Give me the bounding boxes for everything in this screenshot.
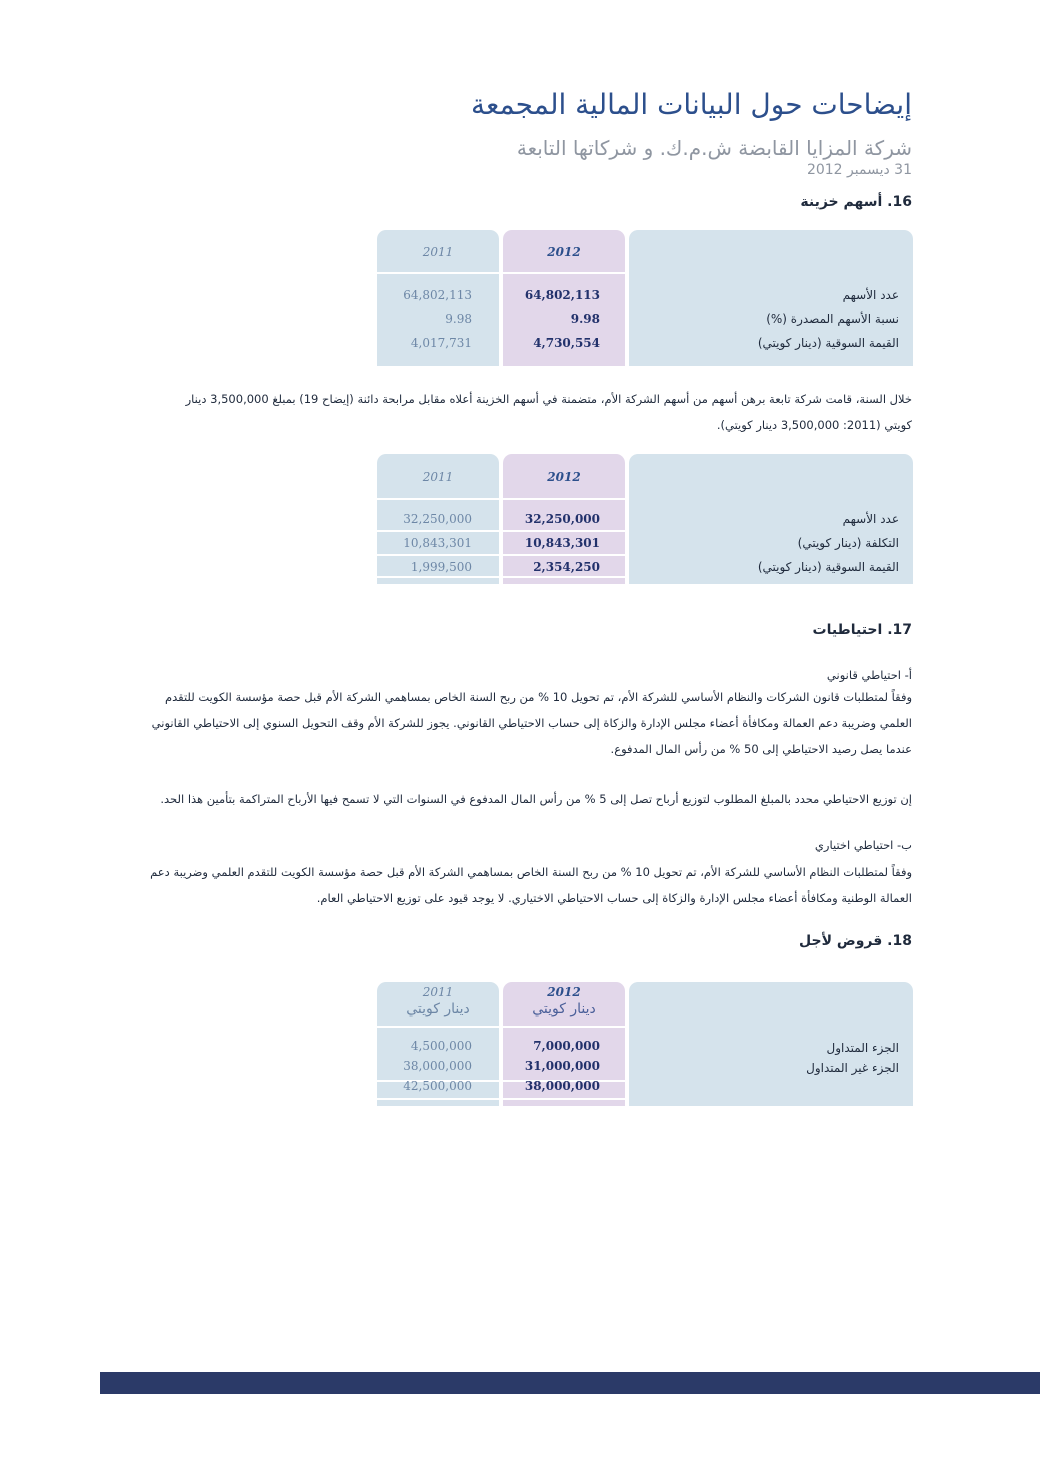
row-label: الجزء المتداول bbox=[826, 1041, 899, 1055]
voluntary-reserve-text bbox=[150, 859, 912, 911]
row-divider bbox=[377, 554, 625, 556]
pledge-note bbox=[186, 386, 912, 438]
treasury-shares-table bbox=[377, 230, 913, 366]
table-cell: 10,843,301 bbox=[524, 536, 600, 550]
header-divider bbox=[377, 272, 625, 274]
table-cell: 4,730,554 bbox=[533, 336, 600, 350]
row-divider bbox=[377, 576, 625, 578]
year-header-2011: 2011 bbox=[422, 245, 454, 259]
table-cell: 9.98 bbox=[445, 312, 472, 326]
currency-unit-2011: دينار كويتي bbox=[406, 1001, 470, 1017]
legal-reserve-text bbox=[152, 684, 912, 762]
table-cell: 4,017,731 bbox=[410, 336, 472, 350]
paragraph-line: العمالة الوطنية ومكافأة أعضاء مجلس الإدارة والزكاة إلى حساب الاحتياطي الاختياري. لا يوجد قيود على توزيع الاحتياطي العام. bbox=[316, 891, 912, 905]
header-divider bbox=[377, 1026, 625, 1028]
table-cell: 38,000,000 bbox=[403, 1059, 472, 1073]
table-cell: 32,250,000 bbox=[403, 512, 472, 526]
row-label: القيمة السوقية (دينار كويتي) bbox=[757, 336, 899, 350]
table-cell: 10,843,301 bbox=[403, 536, 472, 550]
paragraph-line: عندما يصل رصيد الاحتياطي إلى 50 % من رأس المال المدفوع. bbox=[610, 742, 912, 756]
currency-unit-2012: دينار كويتي bbox=[532, 1001, 596, 1017]
table-cell: 32,250,000 bbox=[524, 512, 600, 526]
section-18-heading: 18. قروض لأجل bbox=[799, 933, 912, 949]
year-header-2011: 2011 bbox=[422, 470, 454, 484]
legal-reserve-label: أ- احتياطي قانوني bbox=[826, 668, 912, 682]
table-cell: 1,999,500 bbox=[410, 560, 472, 574]
paragraph-line: خلال السنة، قامت شركة تابعة برهن أسهم من أسهم الشركة الأم، متضمنة في أسهم الخزينة أعلاه مقابل مرابحة دائنة (إيضاح 19) بمبلغ 3,500,000 دينار bbox=[185, 392, 912, 406]
row-label: القيمة السوقية (دينار كويتي) bbox=[757, 560, 899, 574]
table-cell: 7,000,000 bbox=[533, 1039, 600, 1053]
paragraph-line: وفقاً لمتطلبات النظام الأساسي للشركة الأم، تم تحويل 10 % من ربح السنة الخاص بمساهمي الشركة الأم قبل حصة مؤسسة الكويت للتقدم العلمي وضريبة دعم bbox=[150, 865, 912, 879]
row-divider bbox=[377, 1098, 625, 1100]
table-cell: 2,354,250 bbox=[533, 560, 600, 574]
section-17-heading: 17. احتياطيات bbox=[812, 622, 912, 638]
footer-bar bbox=[100, 1372, 1040, 1394]
header-divider bbox=[377, 498, 625, 500]
page-title: إيضاحات حول البيانات المالية المجمعة bbox=[470, 88, 912, 121]
row-label: الجزء غير المتداول bbox=[806, 1061, 899, 1075]
section-16-heading: 16. أسهم خزينة bbox=[800, 194, 912, 210]
year-header-2011: 2011 bbox=[422, 985, 454, 999]
year-header-2012: 2012 bbox=[547, 245, 581, 259]
paragraph-line: إن توزيع الاحتياطي محدد بالمبلغ المطلوب لتوزيع أرباح تصل إلى 5 % من رأس المال المدفوع في السنوات التي لا تسمح فيها الأرباح المتراكمة بتأمين هذا الحد. bbox=[160, 792, 912, 806]
paragraph-line: وفقاً لمتطلبات قانون الشركات والنظام الأساسي للشركة الأم، تم تحويل 10 % من ربح السنة الخاص بمساهمي الشركة الأم قبل حصة مؤسسة الكويت للتقدم bbox=[164, 690, 912, 704]
pledged-shares-table bbox=[377, 454, 913, 584]
report-date: 31 ديسمبر 2012 bbox=[806, 162, 912, 178]
row-divider bbox=[377, 530, 625, 532]
company-name: شركة المزايا القابضة ش.م.ك. و شركاتها التابعة bbox=[516, 136, 912, 160]
table-total-cell: 38,000,000 bbox=[524, 1079, 600, 1093]
table-cell: 64,802,113 bbox=[403, 288, 472, 302]
table-cell: 64,802,113 bbox=[524, 288, 600, 302]
table-cell: 9.98 bbox=[570, 312, 600, 326]
row-label: عدد الأسهم bbox=[842, 512, 899, 526]
row-label: عدد الأسهم bbox=[842, 288, 899, 302]
table-cell: 4,500,000 bbox=[410, 1039, 472, 1053]
paragraph-line: العلمي وضريبة دعم العمالة ومكافأة أعضاء مجلس الإدارة والزكاة إلى حساب الاحتياطي القانوني. يجوز للشركة الأم وقف التحويل السنوي إلى الاحتياطي القانوني bbox=[151, 716, 912, 730]
term-loans-table bbox=[377, 982, 913, 1106]
voluntary-reserve-label: ب- احتياطي اختياري bbox=[814, 838, 912, 852]
paragraph-line: كويتي (2011: 3,500,000 دينار كويتي). bbox=[716, 418, 912, 432]
row-label: نسبة الأسهم المصدرة (%) bbox=[766, 312, 899, 326]
year-header-2012: 2012 bbox=[547, 470, 581, 484]
table-cell: 31,000,000 bbox=[524, 1059, 600, 1073]
distribution-note bbox=[160, 786, 912, 812]
year-header-2012: 2012 bbox=[547, 985, 581, 999]
table-total-cell: 42,500,000 bbox=[403, 1079, 472, 1093]
row-label: التكلفة (دينار كويتي) bbox=[797, 536, 899, 550]
